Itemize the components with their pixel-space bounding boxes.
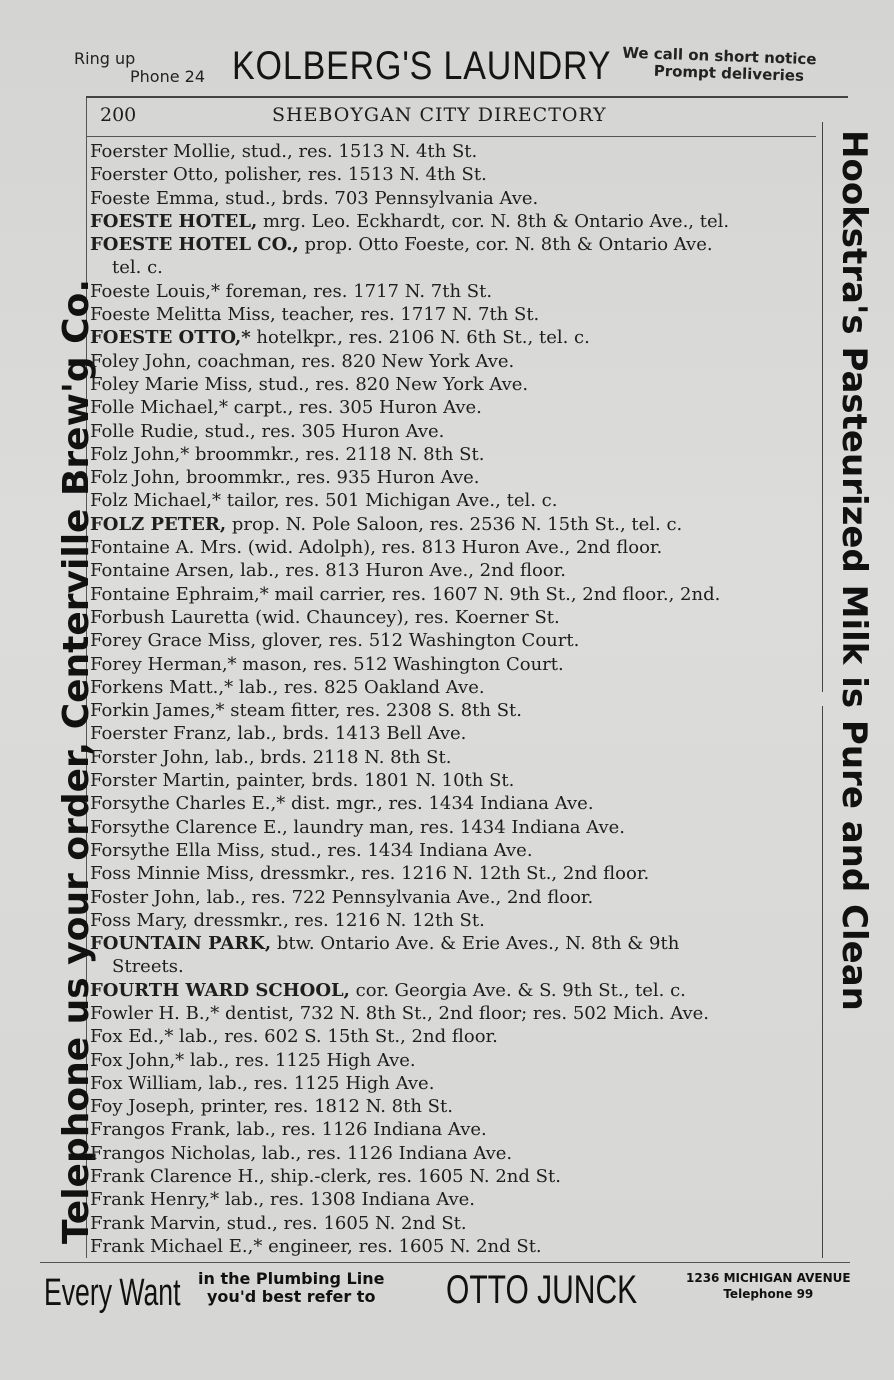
entry-name: FOESTE HOTEL, [90, 210, 258, 232]
entry-detail: stud., res. 820 New York Ave. [252, 373, 529, 395]
entry-detail: lab., res. 722 Pennsylvania Ave., 2nd floor. [200, 886, 594, 908]
top-advertisement [0, 40, 894, 100]
every-want-text: Every Want [44, 1272, 181, 1314]
list-item [90, 606, 820, 629]
entry-detail: lab., res. 602 S. 15th St., 2nd floor. [173, 1026, 498, 1048]
list-item [90, 1025, 820, 1048]
plumber-address [686, 1270, 851, 1302]
entry-name: Foy Joseph, [90, 1096, 196, 1118]
call-note [621, 45, 816, 86]
list-item [90, 1072, 820, 1095]
entry-name: Forsythe Ella Miss, [90, 839, 266, 861]
entry-name: Fox William, [90, 1072, 203, 1094]
list-item [90, 140, 820, 163]
laundry-name: KOLBERG'S LAUNDRY [232, 44, 612, 88]
entry-name: Fontaine A. Mrs. [90, 537, 243, 559]
list-item [90, 792, 820, 815]
list-item [90, 1165, 820, 1188]
entry-detail: lab., res. 1126 Indiana Ave. [256, 1142, 513, 1164]
list-item [90, 559, 820, 582]
entry-name: Frank Clarence H., [90, 1166, 265, 1188]
entry-detail: lab., res. 1125 High Ave. [184, 1049, 416, 1071]
bottom-divider [40, 1262, 850, 1263]
list-item [90, 653, 820, 676]
list-item [90, 629, 820, 652]
entry-detail: dressmkr., res. 1216 N. 12th St. [187, 909, 485, 931]
entry-name: Foss Minnie Miss, [90, 863, 255, 885]
entry-detail: polisher, res. 1513 N. 4th St. [218, 164, 487, 186]
list-item [90, 816, 820, 839]
entry-detail: dentist, 732 N. 8th St., 2nd floor; res. 502 Mich. Ave. [219, 1002, 710, 1024]
entry-detail: mason, res. 512 Washington Court. [236, 653, 564, 675]
entry-name: Folle Michael,* [90, 397, 228, 419]
entry-detail: foreman, res. 1717 N. 7th St. [219, 280, 493, 302]
top-divider [86, 96, 848, 98]
bottom-advertisement [0, 1264, 894, 1324]
plumbing-line-2: you'd best refer to [207, 1287, 376, 1306]
entry-name: Forey Herman,* [90, 653, 237, 675]
address-line-2: Telephone 99 [723, 1287, 814, 1301]
entry-detail: lab., res. 1126 Indiana Ave. [230, 1119, 487, 1141]
entry-name: Forsythe Clarence E., [90, 816, 288, 838]
list-item [90, 1142, 820, 1165]
entry-detail: hotelkpr., res. 2106 N. 6th St., tel. c. [250, 327, 590, 349]
entry-name: Folz Michael,* [90, 490, 222, 512]
left-side-advertisement: Telephone us your order, Centerville Brew'g Co. [56, 278, 97, 1244]
entry-name: Frank Marvin, [90, 1212, 222, 1234]
list-item [90, 839, 820, 862]
entry-name: Forkens Matt.,* [90, 676, 234, 698]
list-item [90, 1095, 820, 1118]
entry-detail: lab., res. 1308 Indiana Ave. [219, 1189, 476, 1211]
list-item [90, 210, 820, 233]
entry-name: Fontaine Arsen, [90, 560, 235, 582]
entry-detail: broommkr., res. 2118 N. 8th St. [189, 443, 485, 465]
entry-name: Fox John,* [90, 1049, 185, 1071]
entry-name: Forster John, [90, 746, 210, 768]
entry-name: Foerster Franz, [90, 723, 232, 745]
page-number: 200 [100, 104, 137, 126]
call-note-line-2: Prompt deliveries [653, 61, 805, 85]
entry-detail: mrg. Leo. Eckhardt, cor. N. 8th & Ontario Ave., tel. [257, 210, 730, 232]
entry-detail: (wid. Chauncey), res. Koerner St. [249, 606, 560, 628]
entry-detail: prop. N. Pole Saloon, res. 2536 N. 15th St., tel. c. [226, 513, 683, 535]
entry-detail: stud., res. 1605 N. 2nd St. [221, 1212, 467, 1234]
entry-detail: steam fitter, res. 2308 S. 8th St. [224, 700, 523, 722]
right-column-rule-upper [822, 122, 823, 692]
entry-detail: lab., brds. 1413 Bell Ave. [231, 723, 467, 745]
entry-detail: engineer, res. 1605 N. 2nd St. [262, 1235, 542, 1257]
list-item [90, 746, 820, 769]
entry-name: Forsythe Charles E.,* [90, 793, 286, 815]
entry-name: FOLZ PETER, [90, 513, 227, 535]
entry-name: Folz John, [90, 467, 181, 489]
entry-detail: lab., res. 1125 High Ave. [202, 1072, 435, 1094]
entry-detail: cor. Georgia Ave. & S. 9th St., tel. c. [349, 979, 686, 1001]
entry-detail: printer, res. 1812 N. 8th St. [195, 1096, 453, 1118]
page-title: SHEBOYGAN CITY DIRECTORY [272, 104, 607, 126]
list-item [90, 909, 820, 932]
entry-name: Forey Grace Miss, [90, 630, 257, 652]
entry-detail: glover, res. 512 Washington Court. [256, 630, 580, 652]
entry-name: Fowler H. B.,* [90, 1002, 220, 1024]
entry-name: Forster Martin, [90, 770, 231, 792]
list-item [90, 769, 820, 792]
entry-name: Foley John, [90, 350, 192, 372]
entry-detail: stud., brds. 703 Pennsylvania Ave. [219, 187, 539, 209]
list-item [90, 396, 820, 419]
list-item [90, 233, 820, 256]
entry-detail: mail carrier, res. 1607 N. 9th St., 2nd floor., 2nd. [268, 583, 721, 605]
list-item [90, 443, 820, 466]
entry-name: Forbush Lauretta [90, 606, 250, 628]
list-item [90, 979, 820, 1002]
entry-name: Foeste Melitta Miss, [90, 304, 276, 326]
entry-detail: lab., res. 813 Huron Ave., 2nd floor. [234, 560, 566, 582]
entry-name: Frangos Nicholas, [90, 1142, 257, 1164]
entry-detail: dressmkr., res. 1216 N. 12th St., 2nd floor. [254, 863, 650, 885]
list-item [90, 1212, 820, 1235]
entry-name: Foley Marie Miss, [90, 373, 253, 395]
entry-detail: stud., res. 1434 Indiana Ave. [265, 839, 533, 861]
entry-name: Foerster Otto, [90, 164, 219, 186]
list-item [90, 420, 820, 443]
address-line-1: 1236 MICHIGAN AVENUE [686, 1271, 851, 1285]
entry-detail: lab., res. 825 Oakland Ave. [233, 676, 485, 698]
list-item [90, 1188, 820, 1211]
entry-detail: btw. Ontario Ave. & Erie Aves., N. 8th & 9th [271, 933, 680, 955]
plumbing-text [198, 1270, 384, 1306]
plumbing-line-1: in the Plumbing Line [198, 1269, 385, 1288]
entry-detail: teacher, res. 1717 N. 7th St. [275, 304, 540, 326]
entry-detail: stud., res. 1513 N. 4th St. [235, 141, 478, 162]
entry-name: Foster John, [90, 886, 201, 908]
list-item [90, 466, 820, 489]
entry-detail: dist. mgr., res. 1434 Indiana Ave. [285, 793, 594, 815]
entry-name: Folz John,* [90, 443, 190, 465]
ring-line-2: Phone 24 [130, 67, 206, 86]
entry-name: Folle Rudie, [90, 420, 200, 442]
list-item [90, 303, 820, 326]
directory-listings [90, 140, 820, 1258]
entry-detail: laundry man, res. 1434 Indiana Ave. [287, 816, 625, 838]
right-column-rule-lower [822, 706, 823, 1258]
entry-detail: (wid. Adolph), res. 813 Huron Ave., 2nd floor. [242, 537, 663, 559]
entry-detail: carpt., res. 305 Huron Ave. [227, 397, 482, 419]
list-item [90, 722, 820, 745]
entry-name: Frank Henry,* [90, 1189, 220, 1211]
entry-name: FOURTH WARD SCHOOL, [90, 979, 350, 1001]
entry-name: Foerster Mollie, [90, 141, 236, 162]
list-item [90, 955, 820, 978]
entry-name: FOUNTAIN PARK, [90, 933, 272, 955]
entry-detail: broommkr., res. 935 Huron Ave. [180, 467, 480, 489]
entry-name: FOESTE OTTO,* [90, 327, 251, 349]
list-item [90, 280, 820, 303]
entry-name: Foeste Louis,* [90, 280, 220, 302]
entry-name: Frank Michael E.,* [90, 1235, 263, 1257]
right-side-advertisement: Hookstra's Pasteurized Milk is Pure and Clean [834, 130, 874, 1011]
entry-detail: stud., res. 305 Huron Ave. [199, 420, 445, 442]
list-item [90, 513, 820, 536]
list-item [90, 1118, 820, 1141]
entry-detail: lab., brds. 2118 N. 8th St. [209, 746, 452, 768]
call-note-line-1: We call on short notice [622, 43, 817, 69]
list-item [90, 886, 820, 909]
entry-name: FOESTE HOTEL CO., [90, 234, 299, 256]
list-item [90, 350, 820, 373]
entry-name: Fox Ed.,* [90, 1026, 174, 1048]
list-item [90, 1002, 820, 1025]
entry-name: Foeste Emma, [90, 187, 220, 209]
list-item [90, 373, 820, 396]
ring-line-1: Ring up [74, 49, 136, 68]
list-item [90, 932, 820, 955]
entry-detail: tel. c. [112, 257, 163, 279]
entry-detail: painter, brds. 1801 N. 10th St. [230, 770, 515, 792]
list-item [90, 256, 820, 279]
entry-detail: tailor, res. 501 Michigan Ave., tel. c. [221, 490, 558, 512]
entry-detail: ship.-clerk, res. 1605 N. 2nd St. [264, 1166, 561, 1188]
list-item [90, 676, 820, 699]
header-divider [86, 136, 816, 137]
entry-name: Fontaine Ephraim,* [90, 583, 269, 605]
entry-detail: Streets. [112, 956, 184, 978]
ring-up-text [74, 50, 205, 86]
list-item [90, 187, 820, 210]
entry-name: Frangos Frank, [90, 1119, 231, 1141]
entry-detail: prop. Otto Foeste, cor. N. 8th & Ontario Ave. [298, 234, 713, 256]
list-item [90, 1049, 820, 1072]
list-item [90, 583, 820, 606]
list-item [90, 163, 820, 186]
list-item [90, 862, 820, 885]
entry-name: Foss Mary, [90, 909, 188, 931]
list-item [90, 699, 820, 722]
list-item [90, 536, 820, 559]
list-item [90, 489, 820, 512]
entry-name: Forkin James,* [90, 700, 225, 722]
list-item [90, 326, 820, 349]
entry-detail: coachman, res. 820 New York Ave. [191, 350, 515, 372]
list-item [90, 1235, 820, 1258]
plumber-name: OTTO JUNCK [446, 1268, 638, 1312]
